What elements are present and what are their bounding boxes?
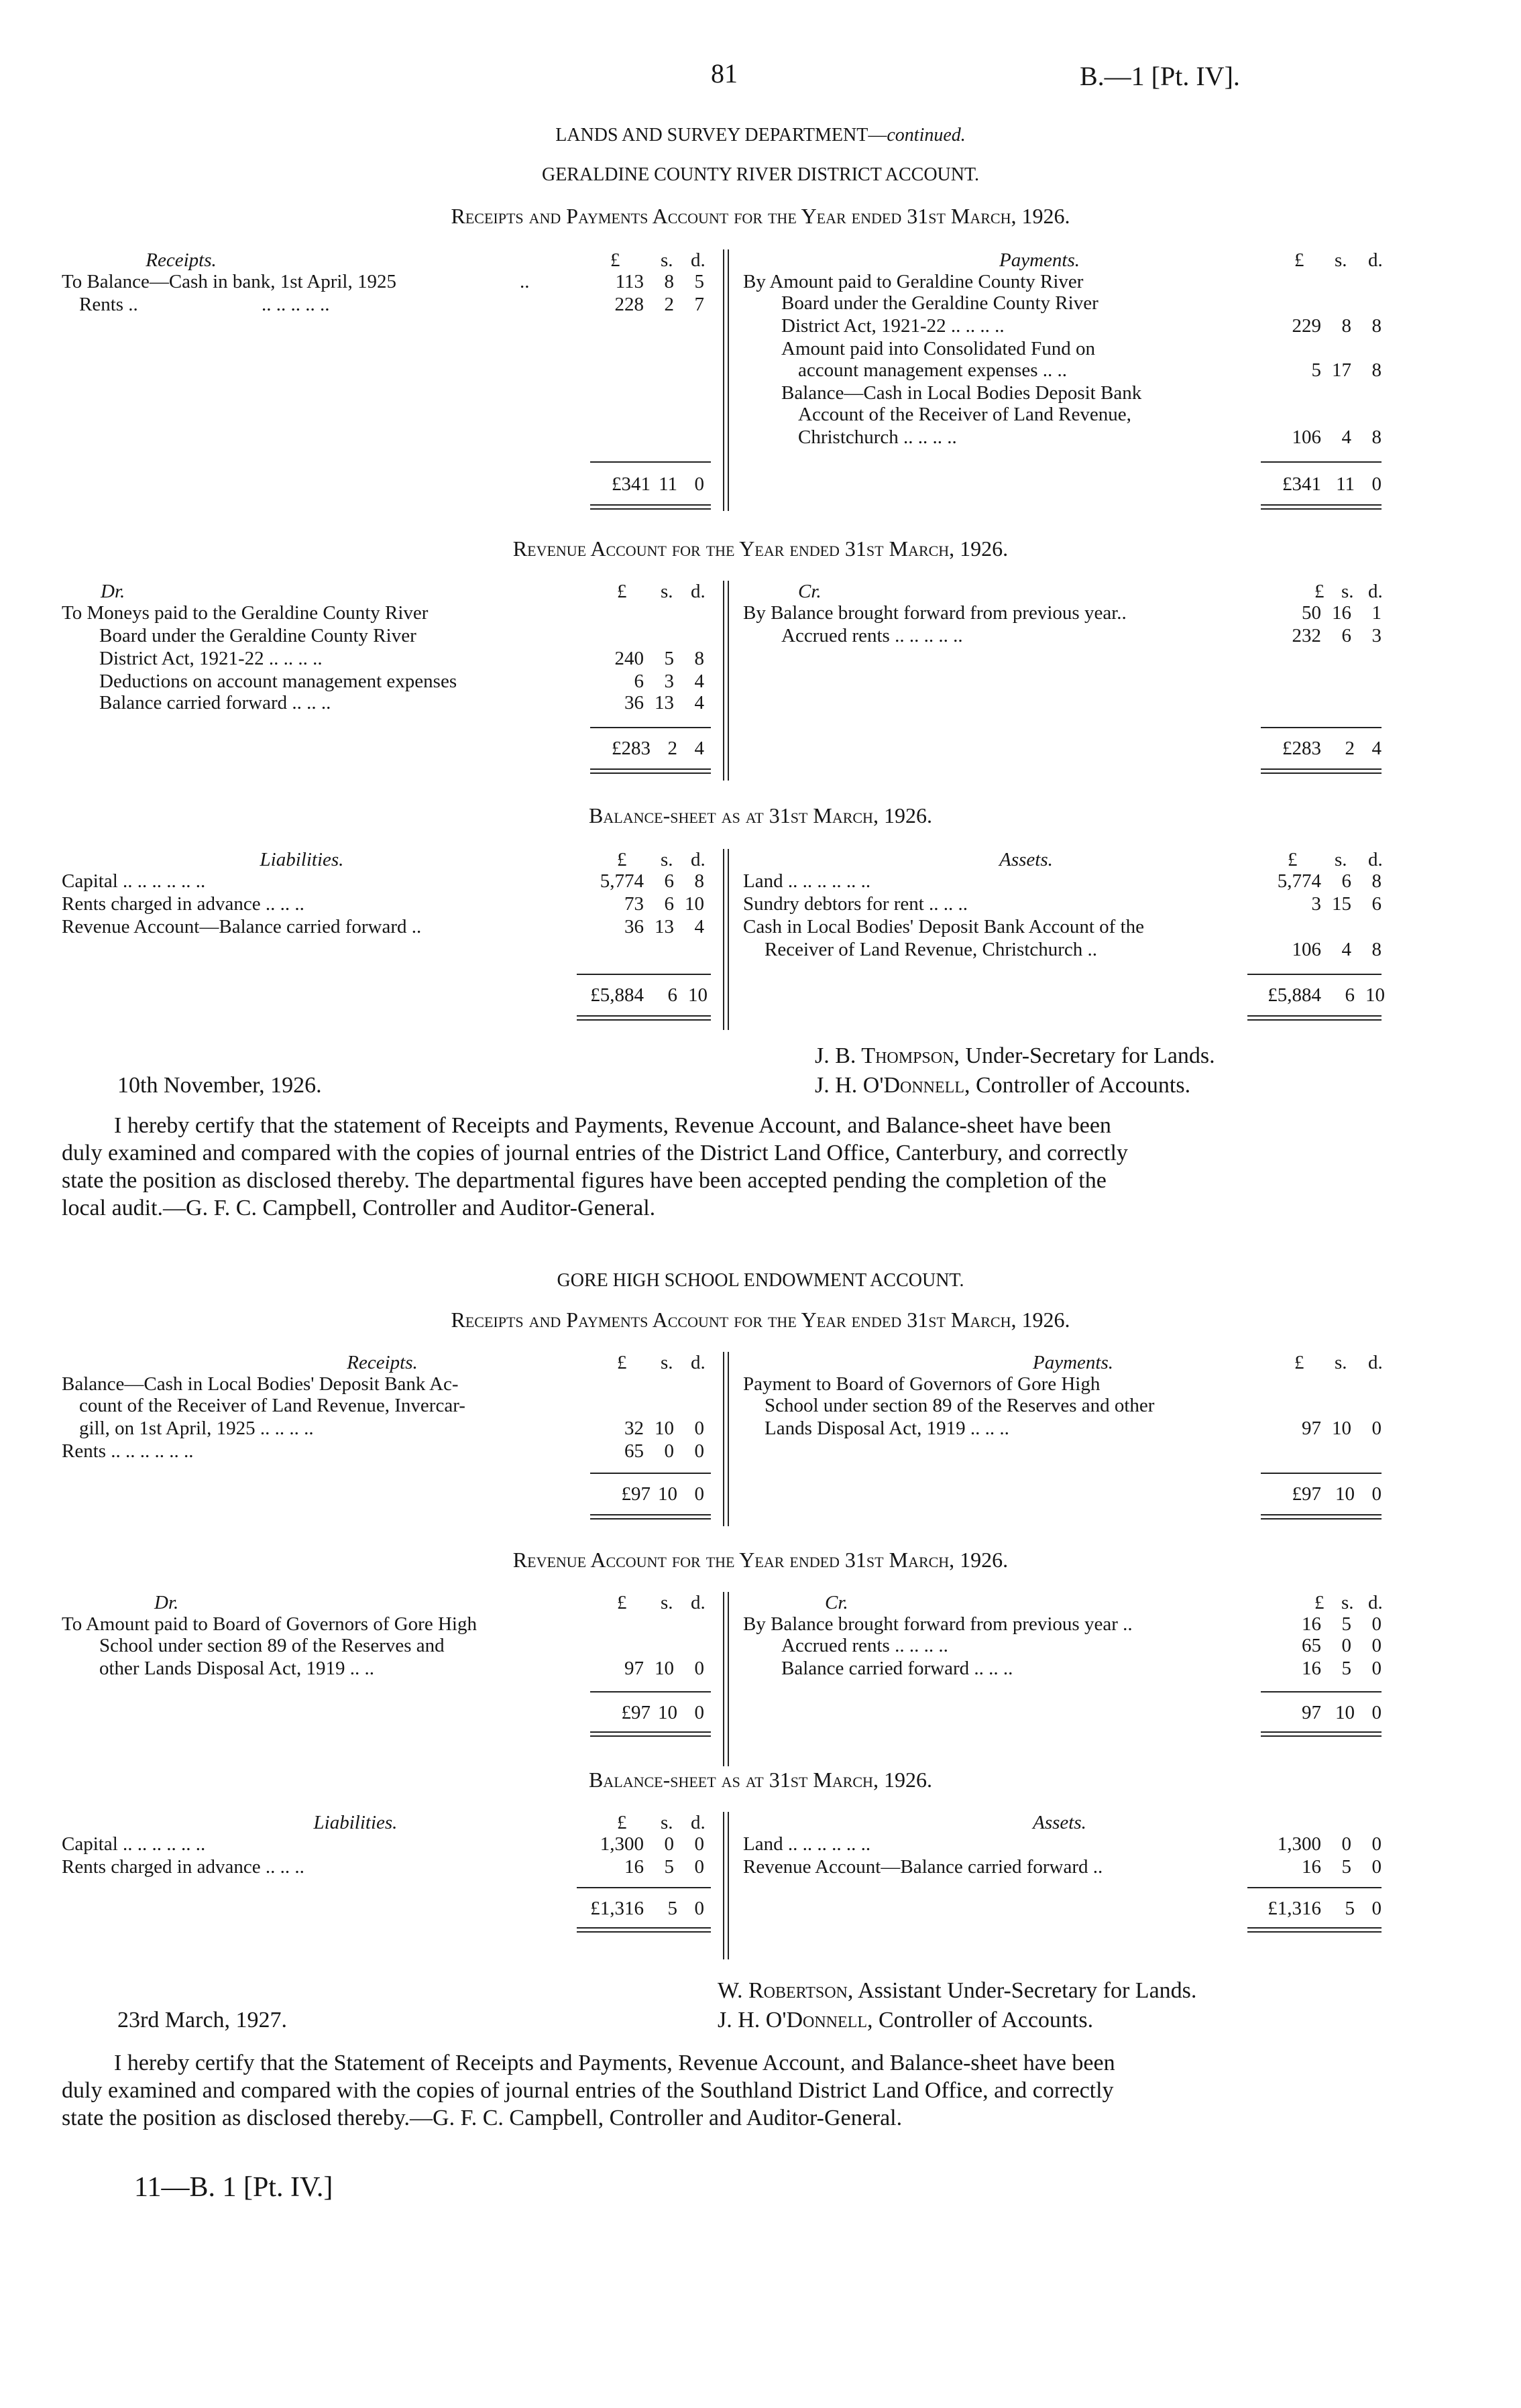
account-title-gore: GORE HIGH SCHOOL ENDOWMENT ACCOUNT. xyxy=(557,1270,964,1291)
cert-line: duly examined and compared with the copies of journal entries of the Southland District Land Office, and correctly xyxy=(62,2078,1114,2103)
currency-shilling: s. xyxy=(661,581,673,602)
revenue-title-gore: Revenue Account for the Year ended 31st March, 1926. xyxy=(512,1548,1009,1572)
liability-line: Capital .. .. .. .. .. .. xyxy=(62,870,206,892)
signature-odonnell-2 xyxy=(718,2008,1093,2033)
amount-pence: 1 xyxy=(1371,602,1382,624)
amount-pounds: 232 xyxy=(1292,625,1321,646)
amount-pounds: 16 xyxy=(1302,1658,1321,1679)
currency-shilling: s. xyxy=(661,1592,673,1613)
dr-line: other Lands Disposal Act, 1919 .. .. xyxy=(99,1658,374,1679)
amount-shillings: 0 xyxy=(664,1440,674,1462)
payment-line: Lands Disposal Act, 1919 .. .. .. xyxy=(765,1418,1009,1439)
amount-pounds: 36 xyxy=(624,916,644,937)
currency-pence: d. xyxy=(691,581,706,602)
amount-pounds: 16 xyxy=(1302,1856,1321,1878)
rp-receipts-head: Receipts. xyxy=(146,249,217,271)
currency-pound: £ xyxy=(617,1592,627,1613)
bs-title-geraldine: Balance-sheet as at 31st March, 1926. xyxy=(589,803,932,827)
signature-robertson xyxy=(718,1978,1196,2004)
currency-pence: d. xyxy=(691,1592,706,1613)
currency-shilling: s. xyxy=(1335,1352,1347,1373)
rp-receipts-head: Receipts. xyxy=(347,1352,418,1373)
amount-shillings: 6 xyxy=(1341,625,1351,646)
payment-line: Balance—Cash in Local Bodies Deposit Bank xyxy=(781,382,1142,404)
page-number: 81 xyxy=(711,58,738,89)
signatory-name: J. H. O'Donnell, xyxy=(718,2008,873,2032)
liability-line: Rents charged in advance .. .. .. xyxy=(62,1856,304,1878)
currency-shilling: s. xyxy=(1341,1592,1354,1613)
currency-pence: d. xyxy=(691,1352,706,1373)
amount-shillings: 16 xyxy=(1332,602,1351,624)
amount-pence: 0 xyxy=(694,1856,704,1878)
cert-line: I hereby certify that the Statement of Receipts and Payments, Revenue Account, and Balance-sheet have been xyxy=(114,2051,1115,2075)
currency-pence: d. xyxy=(691,849,706,870)
currency-pence: d. xyxy=(1368,1352,1383,1373)
amount-shillings: 2 xyxy=(664,294,674,315)
amount-pence: 3 xyxy=(1371,625,1382,646)
asset-line: Cash in Local Bodies' Deposit Bank Account of the xyxy=(743,916,1145,937)
amount-pounds: 229 xyxy=(1292,315,1321,337)
payment-line: Board under the Geraldine County River xyxy=(781,292,1098,314)
amount-shillings: 13 xyxy=(655,692,674,713)
currency-pound: £ xyxy=(1288,849,1298,870)
amount-pence: 0 xyxy=(694,1440,704,1462)
amount-shillings: 15 xyxy=(1332,893,1351,915)
amount-shillings: 6 xyxy=(1341,870,1351,892)
dr-line: District Act, 1921-22 .. .. .. .. xyxy=(99,648,323,669)
cr-line: By Balance brought forward from previous year .. xyxy=(743,1613,1133,1635)
revenue-title-geraldine: Revenue Account for the Year ended 31st March, 1926. xyxy=(512,536,1009,561)
amount-pence: 8 xyxy=(1371,359,1382,381)
amount-shillings: 4 xyxy=(1341,426,1351,448)
total-shillings: 10 xyxy=(1335,1702,1355,1723)
total-pounds: £341 xyxy=(612,473,651,495)
signature-mark: 11—B. 1 [Pt. IV.] xyxy=(134,2172,333,2203)
total-shillings: 2 xyxy=(667,738,677,759)
amount-shillings: 6 xyxy=(664,893,674,915)
signatory-title: Assistant Under-Secretary for Lands. xyxy=(858,1978,1197,2003)
amount-pounds: 97 xyxy=(1302,1418,1321,1439)
payment-line: District Act, 1921-22 .. .. .. .. xyxy=(781,315,1005,337)
amount-pounds: 97 xyxy=(624,1658,644,1679)
total-shillings: 6 xyxy=(667,984,677,1006)
total-pence: 0 xyxy=(1371,1702,1382,1723)
total-pence: 0 xyxy=(694,1483,704,1505)
amount-pounds: 106 xyxy=(1292,426,1321,448)
document-reference: B.—1 [Pt. IV]. xyxy=(1080,61,1240,91)
total-shillings: 10 xyxy=(1335,1483,1355,1505)
amount-pence: 0 xyxy=(694,1833,704,1855)
asset-line: Land .. .. .. .. .. .. xyxy=(743,1833,871,1855)
amount-pence: 8 xyxy=(1371,870,1382,892)
amount-pounds: 65 xyxy=(1302,1635,1321,1656)
dr-line: Balance carried forward .. .. .. xyxy=(99,692,331,713)
total-pence: 0 xyxy=(694,1702,704,1723)
amount-shillings: 5 xyxy=(1341,1658,1351,1679)
payment-line: Payment to Board of Governors of Gore High xyxy=(743,1373,1101,1395)
liability-line: Rents charged in advance .. .. .. xyxy=(62,893,304,915)
signatory-name: J. B. Thompson, xyxy=(815,1043,960,1068)
total-pence: 4 xyxy=(694,738,704,759)
amount-shillings: 10 xyxy=(655,1418,674,1439)
currency-pound: £ xyxy=(1314,1592,1325,1613)
amount-pounds: 5,774 xyxy=(600,870,644,892)
amount-pounds: 50 xyxy=(1302,602,1321,624)
amount-shillings: 8 xyxy=(1341,315,1351,337)
signature-odonnell xyxy=(815,1073,1190,1098)
cert-line: state the position as disclosed thereby.—G. F. C. Campbell, Controller and Auditor-General. xyxy=(62,2106,903,2130)
account-title-geraldine: GERALDINE COUNTY RIVER DISTRICT ACCOUNT. xyxy=(541,164,980,185)
total-pence: 10 xyxy=(1365,984,1385,1006)
payment-line: Christchurch .. .. .. .. xyxy=(798,426,957,448)
currency-pound: £ xyxy=(1314,581,1325,602)
dr-line: School under section 89 of the Reserves and xyxy=(99,1635,445,1656)
amount-pounds: 6 xyxy=(634,671,644,692)
liability-line: Revenue Account—Balance carried forward .. xyxy=(62,916,422,937)
currency-shilling: s. xyxy=(661,1812,673,1833)
amount-pounds: 3 xyxy=(1311,893,1321,915)
total-pence: 0 xyxy=(1371,1483,1382,1505)
amount-pence: 4 xyxy=(694,692,704,713)
amount-pounds: 1,300 xyxy=(1277,1833,1321,1855)
amount-pence: 0 xyxy=(1371,1833,1382,1855)
total-pence: 0 xyxy=(1371,473,1382,495)
total-pence: 0 xyxy=(1371,1898,1382,1919)
amount-pounds: 16 xyxy=(1302,1613,1321,1635)
signature-thompson xyxy=(815,1043,1215,1069)
amount-pounds: 228 xyxy=(614,294,644,315)
liabilities-head: Liabilities. xyxy=(313,1812,398,1833)
receipt-line: count of the Receiver of Land Revenue, Invercar- xyxy=(79,1395,465,1416)
amount-pence: 4 xyxy=(694,671,704,692)
rp-row: Rents .. xyxy=(79,294,138,315)
cr-line: Accrued rents .. .. .. .. xyxy=(781,1635,948,1656)
total-shillings: 11 xyxy=(1336,473,1355,495)
amount-shillings: 8 xyxy=(664,271,674,292)
total-pounds: £97 xyxy=(621,1483,651,1505)
amount-shillings: 3 xyxy=(664,671,674,692)
signatory-title: Controller of Accounts. xyxy=(976,1073,1191,1098)
currency-pound: £ xyxy=(617,849,627,870)
receipt-line: Balance—Cash in Local Bodies' Deposit Bank Ac- xyxy=(62,1373,459,1395)
amount-shillings: 5 xyxy=(664,648,674,669)
rp-title-geraldine: Receipts and Payments Account for the Year ended 31st March, 1926. xyxy=(451,204,1070,228)
asset-line: Sundry debtors for rent .. .. .. xyxy=(743,893,968,915)
cr-line: Accrued rents .. .. .. .. .. xyxy=(781,625,963,646)
total-pounds: 97 xyxy=(1302,1702,1321,1723)
date-gore: 23rd March, 1927. xyxy=(117,2008,288,2032)
amount-pounds: 240 xyxy=(614,648,644,669)
rp-payments-head: Payments. xyxy=(1033,1352,1113,1373)
rp-title-gore: Receipts and Payments Account for the Year ended 31st March, 1926. xyxy=(451,1308,1070,1332)
amount-pence: 0 xyxy=(1371,1635,1382,1656)
signatory-name: J. H. O'Donnell, xyxy=(815,1073,970,1098)
amount-pounds: 65 xyxy=(624,1440,644,1462)
cr-line: By Balance brought forward from previous year.. xyxy=(743,602,1127,624)
amount-shillings: 10 xyxy=(1332,1418,1351,1439)
amount-pence: 5 xyxy=(694,271,704,292)
total-pence: 4 xyxy=(1371,738,1382,759)
amount-pence: 0 xyxy=(1371,1418,1382,1439)
currency-pound: £ xyxy=(617,1812,627,1833)
dr-line: To Amount paid to Board of Governors of Gore High xyxy=(62,1613,477,1635)
amount-shillings: 17 xyxy=(1332,359,1351,381)
receipt-line: gill, on 1st April, 1925 .. .. .. .. xyxy=(79,1418,314,1439)
dr-head: Dr. xyxy=(101,581,125,602)
currency-pound: £ xyxy=(610,249,620,271)
payment-line: Account of the Receiver of Land Revenue, xyxy=(798,404,1131,425)
currency-shilling: s. xyxy=(661,849,673,870)
amount-pounds: 16 xyxy=(624,1856,644,1878)
currency-shilling: s. xyxy=(1335,249,1347,271)
total-pence: 0 xyxy=(694,473,704,495)
amount-shillings: 0 xyxy=(1341,1635,1351,1656)
total-shillings: 10 xyxy=(658,1702,677,1723)
currency-shilling: s. xyxy=(661,1352,673,1373)
asset-line: Revenue Account—Balance carried forward .. xyxy=(743,1856,1103,1878)
currency-pence: d. xyxy=(1368,1592,1383,1613)
total-pounds: £283 xyxy=(1282,738,1321,759)
amount-pounds: 106 xyxy=(1292,939,1321,960)
total-pence: 0 xyxy=(694,1898,704,1919)
amount-pence: 0 xyxy=(694,1418,704,1439)
amount-pence: 6 xyxy=(1371,893,1382,915)
currency-pence: d. xyxy=(1368,249,1383,271)
amount-shillings: 13 xyxy=(655,916,674,937)
currency-shilling: s. xyxy=(661,249,673,271)
dr-head: Dr. xyxy=(154,1592,179,1613)
currency-pound: £ xyxy=(617,1352,627,1373)
amount-pence: 8 xyxy=(694,648,704,669)
amount-pounds: 5,774 xyxy=(1277,870,1321,892)
rp-row: To Balance—Cash in bank, 1st April, 1925 xyxy=(62,271,396,292)
amount-shillings: 5 xyxy=(1341,1856,1351,1878)
leader-dots: .. xyxy=(520,271,530,292)
amount-pounds: 113 xyxy=(615,271,644,292)
amount-pence: 8 xyxy=(1371,426,1382,448)
liability-line: Capital .. .. .. .. .. .. xyxy=(62,1833,206,1855)
liabilities-head: Liabilities. xyxy=(260,849,344,870)
bs-title-gore: Balance-sheet as at 31st March, 1926. xyxy=(589,1768,932,1792)
amount-pounds: 1,300 xyxy=(600,1833,644,1855)
amount-pence: 0 xyxy=(1371,1658,1382,1679)
payment-line: Amount paid into Consolidated Fund on xyxy=(781,338,1096,359)
assets-head: Assets. xyxy=(999,849,1053,870)
total-shillings: 10 xyxy=(658,1483,677,1505)
amount-pounds: 73 xyxy=(624,893,644,915)
total-pounds: £1,316 xyxy=(590,1898,644,1919)
total-shillings: 2 xyxy=(1345,738,1355,759)
signatory-title: Controller of Accounts. xyxy=(879,2008,1094,2032)
currency-shilling: s. xyxy=(1335,849,1347,870)
amount-shillings: 0 xyxy=(1341,1833,1351,1855)
signatory-name: W. Robertson, xyxy=(718,1978,854,2003)
total-shillings: 5 xyxy=(1345,1898,1355,1919)
amount-shillings: 0 xyxy=(664,1833,674,1855)
payment-line: account management expenses .. .. xyxy=(798,359,1068,381)
department-continued: continued. xyxy=(887,125,966,146)
amount-shillings: 5 xyxy=(1341,1613,1351,1635)
currency-pence: d. xyxy=(1368,849,1383,870)
receipt-line: Rents .. .. .. .. .. .. xyxy=(62,1440,194,1462)
currency-pence: d. xyxy=(691,1812,706,1833)
currency-pound: £ xyxy=(1294,1352,1304,1373)
asset-line: Land .. .. .. .. .. .. xyxy=(743,870,871,892)
total-pounds: £341 xyxy=(1282,473,1321,495)
amount-pence: 4 xyxy=(694,916,704,937)
currency-shilling: s. xyxy=(1341,581,1354,602)
cr-line: Balance carried forward .. .. .. xyxy=(781,1658,1013,1679)
leader-dots: .. .. .. .. .. xyxy=(262,294,330,315)
payment-line: School under section 89 of the Reserves and other xyxy=(765,1395,1155,1416)
total-pounds: £5,884 xyxy=(590,984,644,1006)
amount-pence: 8 xyxy=(1371,939,1382,960)
cert-line: duly examined and compared with the copies of journal entries of the District Land Office, Canterbury, and correctly xyxy=(62,1141,1128,1165)
amount-pence: 8 xyxy=(694,870,704,892)
total-pounds: £5,884 xyxy=(1268,984,1321,1006)
total-pounds: £1,316 xyxy=(1268,1898,1321,1919)
department-heading xyxy=(0,125,1521,146)
asset-line: Receiver of Land Revenue, Christchurch .. xyxy=(765,939,1098,960)
cr-head: Cr. xyxy=(798,581,822,602)
amount-pounds: 36 xyxy=(624,692,644,713)
amount-shillings: 6 xyxy=(664,870,674,892)
cert-line: I hereby certify that the statement of Receipts and Payments, Revenue Account, and Balance-sheet have been xyxy=(114,1113,1111,1138)
total-shillings: 5 xyxy=(667,1898,677,1919)
dr-line: To Moneys paid to the Geraldine County River xyxy=(62,602,429,624)
total-shillings: 11 xyxy=(659,473,677,495)
payment-line: By Amount paid to Geraldine County River xyxy=(743,271,1084,292)
amount-pence: 8 xyxy=(1371,315,1382,337)
total-shillings: 6 xyxy=(1345,984,1355,1006)
amount-shillings: 4 xyxy=(1341,939,1351,960)
cert-line: state the position as disclosed thereby. The departmental figures have been accepted pending the completion of the xyxy=(62,1168,1107,1193)
amount-shillings: 10 xyxy=(655,1658,674,1679)
amount-shillings: 5 xyxy=(664,1856,674,1878)
amount-pence: 7 xyxy=(694,294,704,315)
amount-pence: 10 xyxy=(685,893,704,915)
currency-pence: d. xyxy=(1368,581,1383,602)
cert-line: local audit.—G. F. C. Campbell, Controller and Auditor-General. xyxy=(62,1196,656,1220)
amount-pence: 0 xyxy=(694,1658,704,1679)
amount-pounds: 32 xyxy=(624,1418,644,1439)
dr-line: Deductions on account management expenses xyxy=(99,671,457,692)
dr-line: Board under the Geraldine County River xyxy=(99,625,416,646)
total-pounds: £97 xyxy=(1292,1483,1321,1505)
amount-pence: 0 xyxy=(1371,1613,1382,1635)
department-name: LANDS AND SURVEY DEPARTMENT— xyxy=(555,125,887,146)
total-pounds: £97 xyxy=(621,1702,651,1723)
signatory-title: Under-Secretary for Lands. xyxy=(965,1043,1215,1068)
date-geraldine: 10th November, 1926. xyxy=(117,1073,322,1098)
total-pounds: £283 xyxy=(612,738,651,759)
amount-pence: 0 xyxy=(1371,1856,1382,1878)
currency-pound: £ xyxy=(617,581,627,602)
cr-head: Cr. xyxy=(825,1592,848,1613)
assets-head: Assets. xyxy=(1033,1812,1086,1833)
amount-pounds: 5 xyxy=(1311,359,1321,381)
rp-payments-head: Payments. xyxy=(999,249,1080,271)
total-pence: 10 xyxy=(688,984,708,1006)
currency-pence: d. xyxy=(691,249,706,271)
currency-pound: £ xyxy=(1294,249,1304,271)
